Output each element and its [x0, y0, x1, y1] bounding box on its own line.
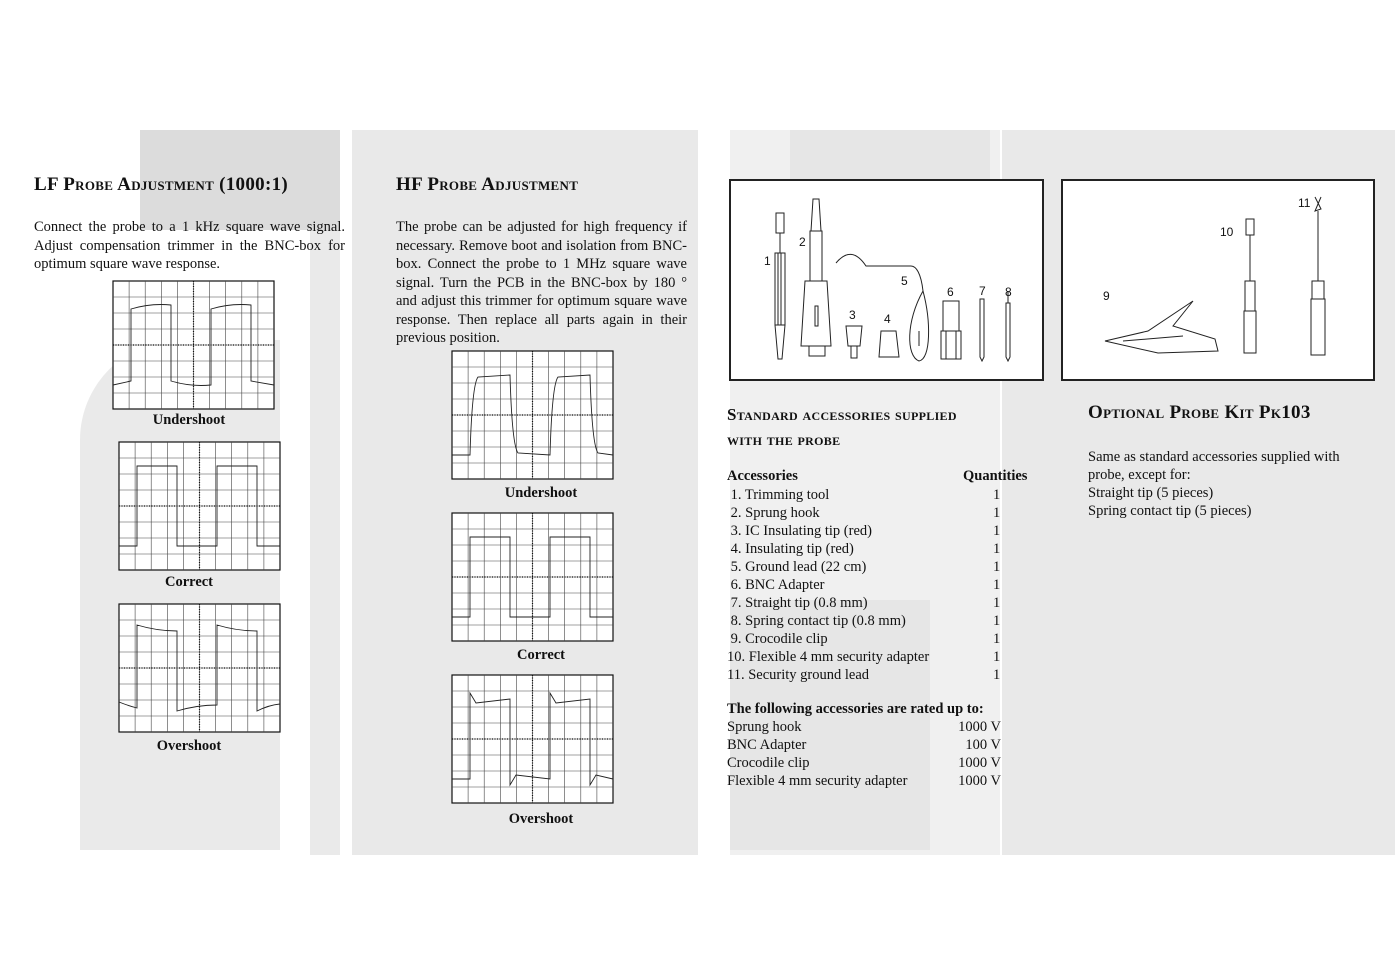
optional-accessories-drawing — [1063, 181, 1373, 379]
rated-item-name: BNC Adapter — [727, 737, 807, 753]
hf-scope-overshoot — [451, 674, 614, 804]
accessory-quantity: 1 — [993, 667, 1001, 683]
rated-item-name: Crocodile clip — [727, 755, 810, 771]
accessory-name: 2. Sprung hook — [727, 505, 820, 521]
figure-label-6: 6 — [947, 285, 954, 299]
accessory-quantity: 1 — [993, 505, 1001, 521]
figure-label-7: 7 — [979, 284, 986, 298]
hf-caption-undershoot: Undershoot — [504, 485, 578, 501]
hf-scope-correct — [451, 512, 614, 642]
table-header-accessories: Accessories — [727, 468, 798, 484]
figure-label-1: 1 — [764, 254, 771, 268]
lf-scope-undershoot — [112, 280, 275, 410]
accessory-name: 8. Spring contact tip (0.8 mm) — [727, 613, 906, 629]
figure-label-4: 4 — [884, 312, 891, 326]
figure-label-8: 8 — [1005, 285, 1012, 299]
figure-label-2: 2 — [799, 235, 806, 249]
accessory-name: 3. IC Insulating tip (red) — [727, 523, 872, 539]
lf-caption-correct: Correct — [164, 574, 214, 590]
accessory-name: 11. Security ground lead — [727, 667, 870, 683]
figure-label-10: 10 — [1220, 225, 1234, 239]
hf-section — [396, 174, 687, 348]
optional-line-3: Straight tip (5 pieces) — [1088, 485, 1214, 501]
accessory-quantity: 1 — [993, 559, 1001, 575]
accessory-name: 10. Flexible 4 mm security adapter — [727, 649, 930, 665]
accessory-name: 4. Insulating tip (red) — [727, 541, 854, 557]
lf-scope-correct — [118, 441, 281, 571]
standard-section — [727, 402, 1027, 452]
figure-label-9: 9 — [1103, 289, 1110, 303]
lf-text: Connect the probe to a 1 kHz square wave signal. Adjust compensation trimmer in the BNC-box for optimum square wave response. — [34, 219, 345, 272]
accessory-name: 7. Straight tip (0.8 mm) — [727, 595, 868, 611]
rated-item-value: 1000 V — [958, 755, 1001, 771]
figure-label-5: 5 — [901, 274, 908, 288]
accessory-name: 1. Trimming tool — [727, 487, 830, 503]
accessory-quantity: 1 — [993, 613, 1001, 629]
optional-line-1: Same as standard accessories supplied with — [1088, 449, 1340, 465]
accessory-name: 5. Ground lead (22 cm) — [727, 559, 867, 575]
accessory-quantity: 1 — [993, 541, 1001, 557]
figure-label-3: 3 — [849, 308, 856, 322]
accessory-quantity: 1 — [993, 631, 1001, 647]
rated-item-value: 1000 V — [958, 719, 1001, 735]
standard-title-line1: Standard accessories supplied — [727, 405, 957, 424]
optional-line-4: Spring contact tip (5 pieces) — [1088, 503, 1252, 519]
accessory-name: 6. BNC Adapter — [727, 577, 825, 593]
table-header-quantities: Quantities — [963, 468, 1028, 484]
optional-line-2: probe, except for: — [1088, 467, 1191, 483]
accessory-quantity: 1 — [993, 487, 1001, 503]
rated-item-name: Sprung hook — [727, 719, 802, 735]
standard-title-line2: with the probe — [727, 430, 841, 449]
hf-caption-correct: Correct — [516, 647, 566, 663]
optional-section — [1088, 402, 1378, 520]
figure-label-11: 11 — [1298, 196, 1311, 210]
rated-title: The following accessories are rated up to: — [727, 701, 984, 717]
lf-scope-overshoot — [118, 603, 281, 733]
hf-title: HF Probe Adjustment — [396, 174, 579, 195]
optional-title: Optional Probe Kit Pk103 — [1088, 402, 1311, 423]
standard-title — [727, 402, 1027, 452]
accessories-figure — [729, 179, 1044, 381]
lf-title: LF Probe Adjustment (1000:1) — [34, 174, 289, 195]
lf-section — [34, 174, 345, 274]
optional-accessories-figure — [1061, 179, 1375, 381]
accessory-name: 9. Crocodile clip — [727, 631, 828, 647]
rated-item-value: 100 V — [965, 737, 1001, 753]
lf-caption-overshoot: Overshoot — [156, 738, 222, 754]
accessory-quantity: 1 — [993, 649, 1001, 665]
accessories-drawing — [731, 181, 1042, 379]
hf-caption-overshoot: Overshoot — [508, 811, 574, 827]
hf-text: The probe can be adjusted for high frequency if necessary. Remove boot and isolation from BNC-box. Connect the probe to 1 MHz square wave signal. Turn the PCB in the BNC-box by 180 ° and adjust this trimmer for optimum square wave response. Then replace all parts again in their previous position. — [396, 219, 687, 346]
rated-item-value: 1000 V — [958, 773, 1001, 789]
hf-scope-undershoot — [451, 350, 614, 480]
rated-item-name: Flexible 4 mm security adapter — [727, 773, 908, 789]
accessory-quantity: 1 — [993, 523, 1001, 539]
accessory-quantity: 1 — [993, 595, 1001, 611]
accessory-quantity: 1 — [993, 577, 1001, 593]
lf-caption-undershoot: Undershoot — [152, 412, 226, 428]
